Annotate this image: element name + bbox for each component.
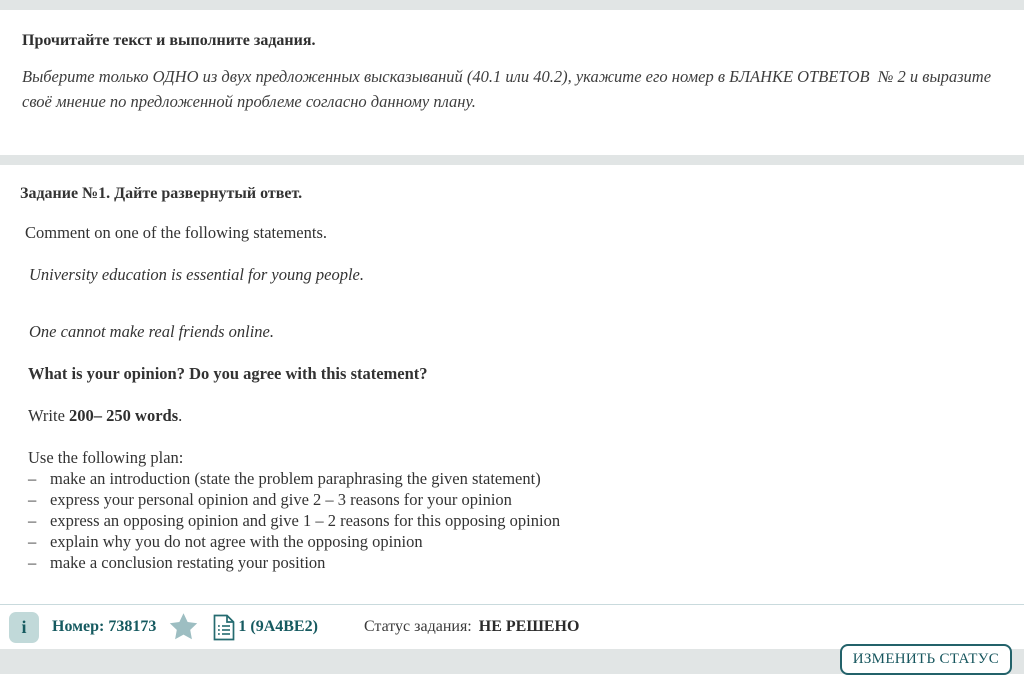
write-prefix: Write	[28, 406, 70, 425]
favorite-star-icon[interactable]	[168, 612, 199, 642]
section-divider-strip	[0, 155, 1024, 165]
status-value: НЕ РЕШЕНО	[478, 618, 580, 635]
task-section	[0, 165, 1024, 604]
statement-option-2: One cannot make real friends online.	[29, 322, 275, 341]
task-heading: Задание №1. Дайте развернутый ответ.	[20, 185, 303, 202]
status-label: Статус задания:	[363, 618, 472, 635]
dash-bullet: –	[28, 490, 37, 509]
status-bar	[0, 604, 1024, 649]
dash-bullet: –	[28, 511, 37, 530]
instructions-heading: Прочитайте текст и выполните задания.	[22, 32, 316, 49]
plan-item: – express an opposing opinion and give 1 – 2 reasons for this opposing opinion	[28, 511, 561, 530]
footer-bar	[0, 649, 1024, 674]
dash-bullet: –	[28, 469, 37, 488]
info-button[interactable]: i	[9, 612, 39, 643]
task-question: What is your opinion? Do you agree with this statement?	[28, 364, 428, 383]
instructions-body: Выберите только ОДНО из двух предложенных высказываний (40.1 или 40.2), укажите его номер в БЛАНКЕ ОТВЕТОВ № 2 и выразите своё мнение по предложенной проблеме согласно данному плану.	[22, 67, 996, 111]
task-intro: Comment on one of the following statements.	[25, 223, 327, 242]
source-document-link[interactable]	[213, 614, 318, 641]
statement-option-1: University education is essential for young people.	[29, 265, 364, 284]
write-suffix: .	[178, 406, 183, 425]
word-count-range: 200– 250 words	[69, 406, 179, 425]
document-icon	[213, 614, 235, 641]
document-label: 1 (9A4BE2)	[238, 618, 318, 635]
plan-item: – make a conclusion restating your position	[28, 553, 326, 572]
dash-bullet: –	[28, 553, 37, 572]
top-strip	[0, 0, 1024, 10]
plan-block	[28, 447, 1004, 573]
dash-bullet: –	[28, 532, 37, 551]
word-count-instruction	[28, 405, 1004, 426]
change-status-button[interactable]: ИЗМЕНИТЬ СТАТУС	[840, 644, 1012, 675]
plan-item: – explain why you do not agree with the opposing opinion	[28, 532, 423, 551]
task-number-label: Номер: 738173	[52, 618, 157, 635]
plan-heading: Use the following plan:	[28, 448, 184, 467]
plan-item: – express your personal opinion and give 2 – 3 reasons for your opinion	[28, 490, 512, 509]
plan-item: – make an introduction (state the problem paraphrasing the given statement)	[28, 469, 541, 488]
instructions-section	[0, 10, 1024, 155]
